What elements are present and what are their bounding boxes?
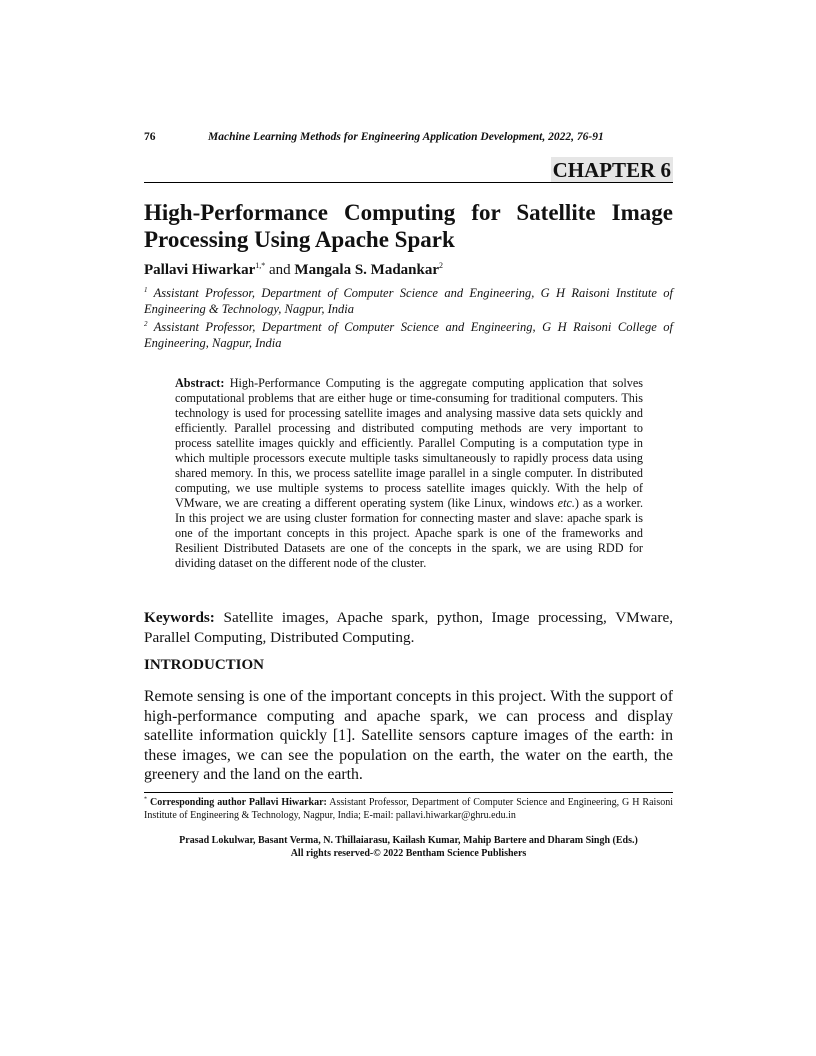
- author-line: [144, 260, 673, 280]
- book-title: Machine Learning Methods for Engineering Application Development: [208, 131, 543, 143]
- rights-line: All rights reserved-© 2022 Bentham Science Publishers: [290, 848, 527, 859]
- introduction-heading: INTRODUCTION: [144, 657, 265, 673]
- keywords: [144, 608, 673, 648]
- abstract-etc: etc.: [557, 496, 575, 510]
- page-number: 76: [144, 131, 156, 143]
- paper-title: High-Performance Computing for Satellite Image Processing Using Apache Spark: [144, 200, 673, 252]
- affiliation-2-text: Assistant Professor, Department of Computer Science and Engineering, G H Raisoni College of Engineering, Nagpur, India: [144, 320, 673, 350]
- footnote-rule: [144, 792, 673, 793]
- author-1: Pallavi Hiwarkar: [144, 262, 256, 278]
- affiliation-2: [144, 319, 673, 351]
- header-rule: [144, 182, 673, 183]
- chapter-label: CHAPTER 6: [552, 158, 671, 182]
- publisher-block: [144, 834, 673, 860]
- affiliation-2-marker: 2: [144, 319, 148, 328]
- affiliation-1: [144, 285, 673, 317]
- citation-year-pages: , 2022, 76-91: [542, 131, 604, 143]
- source-citation: [208, 131, 604, 143]
- author-1-marker: 1,*: [255, 261, 266, 270]
- footnote-text: Assistant Professor, Department of Computer Science and Engineering, G H Raisoni Institute of Engineering & Technology, Nagpur, India; E-mail: pallavi.hiwarkar@ghru.edu.in: [144, 797, 673, 821]
- editors-line: Prasad Lokulwar, Basant Verma, N. Thillaiarasu, Kailash Kumar, Mahip Bartere and Dharam Singh (Eds.): [179, 835, 638, 846]
- keywords-label: Keywords:: [144, 609, 215, 626]
- footnote-marker: *: [144, 796, 147, 803]
- keywords-text: Satellite images, Apache spark, python, Image processing, VMware, Parallel Computing, Distributed Computing.: [144, 609, 673, 646]
- affiliation-1-marker: 1: [144, 285, 148, 294]
- introduction-paragraph: Remote sensing is one of the important concepts in this project. With the support of high-performance computing and apache spark, we can process and display satellite information quickly [1]. Satellite sensors capture images of the earth: in these images, we can see the population on the earth, the water on the earth, the greenery and the land on the earth.: [144, 688, 673, 783]
- footnote: [144, 796, 673, 822]
- abstract: [175, 376, 643, 571]
- abstract-text-1: High-Performance Computing is the aggregate computing application that solves computational problems that are either huge or time-consuming for traditional computers. This technology is used for processing satellite images and analysing massive data sets quickly and efficiently. Parallel processing and distributed computing methods are very important to process satellite images quickly and efficiently. Parallel Computing is a computation type in which multiple processors execute multiple tasks simultaneously to rapidly process data using shared memory. In this, we process satellite image parallel in a single computer. In distributed computing, we use multiple systems to process satellite images quickly. With the help of VMware, we are creating a different operating system (like Linux, windows: [175, 376, 643, 510]
- author-2-marker: 2: [439, 261, 444, 270]
- abstract-text-2: ) as a worker. In this project we are using cluster formation for connecting master and slave: apache spark is one of the important concepts in this project. Apache spark is one of the frameworks and Resilient Distributed Datasets are one of the concepts in the spark, we are using RDD for dividing dataset on the different node of the cluster.: [175, 496, 643, 570]
- affiliation-1-text: Assistant Professor, Department of Computer Science and Engineering, G H Raisoni Institute of Engineering & Technology, Nagpur, India: [144, 286, 673, 316]
- abstract-label: Abstract:: [175, 376, 225, 390]
- footnote-label: Corresponding author Pallavi Hiwarkar:: [147, 797, 327, 808]
- author-2: Mangala S. Madankar: [294, 262, 440, 278]
- author-connector: and: [265, 262, 295, 278]
